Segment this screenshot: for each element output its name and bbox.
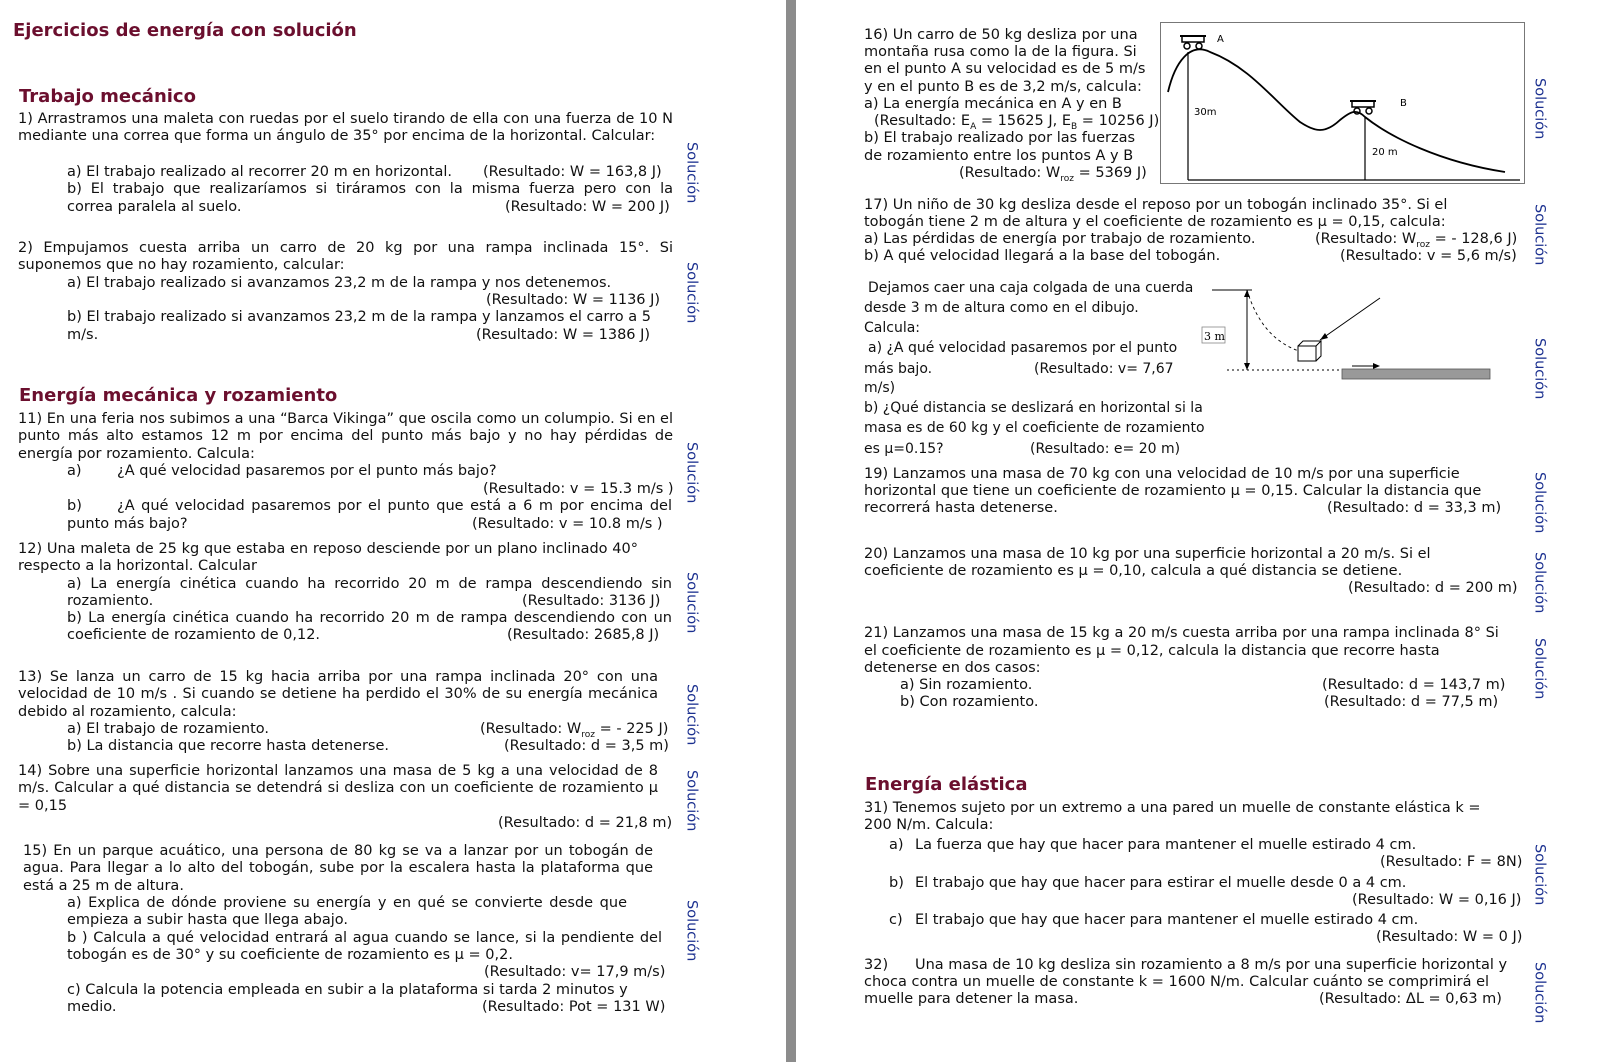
exercise-15-c: c) Calcula la potencia empleada en subir a la plataforma si tarda 2 minutos y (67, 982, 628, 998)
exercise-17-a-result: (Resultado: $W_{roz}$ = - 128,6 J) (1315, 231, 1518, 250)
exercise-2-a: a) El trabajo realizado si avanzamos 23,2 m de la rampa y nos detenemos. (67, 275, 612, 291)
exercise-21-a: a) Sin rozamiento. (900, 677, 1033, 693)
exercise-18-line6: m/s) (864, 380, 896, 396)
exercise-18-line7: b) ¿Qué distancia se deslizará en horizontal si la (864, 400, 1203, 416)
exercise-13-statement: 13) Se lanza un carro de 15 kg hacia arriba por una rampa inclinada 20° con una velocidad de 10 m/s . Si cuando se detiene ha perdido el 30% de su energía mecánica debido al rozamiento, calcula: (18, 669, 658, 720)
exercise-21-b: b) Con rozamiento. (900, 694, 1039, 710)
exercise-17-line1: 17) Un niño de 30 kg desliza desde el reposo por un tobogán inclinado 35°. Si el (864, 197, 1448, 213)
exercise-17-line2: tobogán tiene 2 m de altura y el coeficiente de rozamiento es μ = 0,15, calcula: (864, 214, 1446, 230)
solution-link-18[interactable]: Solución (1531, 338, 1548, 400)
exercise-12-a-result: (Resultado: 3136 J) (522, 593, 661, 609)
figure-label-b: B (1400, 98, 1407, 109)
exercise-15-c-result: (Resultado: Pot = 131 W) (482, 999, 666, 1015)
exercise-17-b: b) A qué velocidad llegará a la base del tobogán. (864, 248, 1221, 264)
figure-label-a: A (1217, 34, 1224, 45)
exercise-20-line1: 20) Lanzamos una masa de 10 kg por una superficie horizontal a 20 m/s. Si el (864, 546, 1431, 562)
exercise-31-a: La fuerza que hay que hacer para mantener el muelle estirado 4 cm. (915, 837, 1417, 853)
exercise-19-line3: recorrerá hasta detenerse. (864, 500, 1058, 516)
solution-link-17[interactable]: Solución (1531, 204, 1548, 266)
exercise-12-b-line2: coeficiente de rozamiento de 0,12. (67, 627, 321, 643)
right-page (796, 0, 1600, 1062)
exercise-31-line1: 31) Tenemos sujeto por un extremo a una pared un muelle de constante elástica k = (864, 800, 1481, 816)
exercise-18-line8: masa es de 60 kg y el coeficiente de rozamiento (864, 420, 1205, 436)
solution-link-2[interactable]: Solución (683, 262, 700, 324)
exercise-18-line3: Calcula: (864, 320, 920, 336)
exercise-11-b-result: (Resultado: v = 10.8 m/s ) (472, 516, 663, 532)
exercise-13-a-result: (Resultado: $W_{roz}$ = - 225 J) (480, 721, 669, 740)
hanging-box-figure (1202, 280, 1502, 385)
solution-link-20[interactable]: Solución (1531, 552, 1548, 614)
section-heading-elastica: Energía elástica (865, 774, 1028, 795)
exercise-1-b: b) El trabajo que realizaríamos si tiráramos con la misma fuerza pero con la (67, 181, 673, 197)
exercise-32-result: (Resultado: ΔL = 0,63 m) (1319, 991, 1502, 1007)
exercise-31-b: El trabajo que hay que hacer para estirar el muelle desde 0 a 4 cm. (915, 875, 1407, 891)
solution-link-16[interactable]: Solución (1531, 78, 1548, 140)
exercise-17-a: a) Las pérdidas de energía por trabajo de rozamiento. (864, 231, 1256, 247)
section-heading-trabajo: Trabajo mecánico (19, 86, 196, 107)
solution-link-1[interactable]: Solución (683, 142, 700, 204)
exercise-14-result: (Resultado: d = 21,8 m) (498, 815, 673, 831)
exercise-16-a-result: (Resultado: $E_A = 15625$ J, $E_B = 10256$ J) (874, 113, 1160, 132)
solution-link-19[interactable]: Solución (1531, 472, 1548, 534)
exercise-18-a-result: (Resultado: v= 7,67 (1034, 361, 1174, 377)
figure-height-label: 30m (1194, 107, 1217, 118)
document-title: Ejercicios de energía con solución (13, 20, 357, 41)
exercise-15-a: a) Explica de dónde proviene su energía y en qué se convierte desde que empieza a subir hasta que llega abajo. (67, 895, 627, 929)
exercise-18-line1: Dejamos caer una caja colgada de una cuerda (868, 280, 1194, 296)
exercise-21-line3: detenerse en dos casos: (864, 660, 1041, 676)
exercise-2-statement: 2) Empujamos cuesta arriba un carro de 20 kg por una rampa inclinada 15°. Si suponemos que no hay rozamiento, calcular: (18, 240, 673, 274)
exercise-11-b-label: b) (67, 498, 82, 514)
exercise-31-a-label: a) (889, 837, 904, 853)
exercise-16-b-line2: de rozamiento entre los puntos A y B (864, 148, 1134, 164)
exercise-1-statement: 1) Arrastramos una maleta con ruedas por el suelo tirando de ella con una fuerza de 10 N mediante una correa que forma un ángulo de 35° por encima de la horizontal. Calcular: (18, 111, 673, 145)
solution-link-13[interactable]: Solución (683, 684, 700, 746)
exercise-15-b: b ) Calcula a qué velocidad entrará al agua cuando se lance, si la pendiente del tobogán es de 30° y su coeficiente de rozamiento es μ = 0,2. (67, 930, 662, 964)
exercise-31-c: El trabajo que hay que hacer para mantener el muelle estirado 4 cm. (915, 912, 1419, 928)
exercise-21-a-result: (Resultado: d = 143,7 m) (1322, 677, 1506, 693)
exercise-2-b-result: (Resultado: W = 1386 J) (476, 327, 651, 343)
exercise-32-line3: muelle para detener la masa. (864, 991, 1079, 1007)
solution-link-14[interactable]: Solución (683, 770, 700, 832)
exercise-21-b-result: (Resultado: d = 77,5 m) (1324, 694, 1499, 710)
figure-distance-label: 20 m (1372, 147, 1398, 158)
exercise-16-line3: en el punto A su velocidad es de 5 m/s (864, 61, 1146, 77)
solution-link-32[interactable]: Solución (1531, 962, 1548, 1024)
exercise-12-b-result: (Resultado: 2685,8 J) (507, 627, 660, 643)
roller-coaster-figure (1160, 22, 1526, 187)
exercise-11-statement: 11) En una feria nos subimos a una “Barca Vikinga” que oscila como un columpio. Si en el punto más alto estamos 12 m por encima del punto más bajo y no hay pérdidas de energía por rozamiento. Calcula: (18, 411, 673, 462)
exercise-1-b-result: (Resultado: W = 200 J) (505, 199, 670, 215)
exercise-18-line2: desde 3 m de altura como en el dibujo. (864, 300, 1139, 316)
exercise-13-a: a) El trabajo de rozamiento. (67, 721, 270, 737)
exercise-20-line2: coeficiente de rozamiento es μ = 0,10, calcula a qué distancia se detiene. (864, 563, 1403, 579)
exercise-11-a-result: (Resultado: v = 15.3 m/s ) (483, 481, 674, 497)
exercise-32-number: 32) (864, 957, 889, 973)
exercise-32-line1: Una masa de 10 kg desliza sin rozamiento a 8 m/s por una superficie horizontal y (915, 957, 1508, 973)
exercise-12-a: a) La energía cinética cuando ha recorrido 20 m de rampa descendiendo sin (67, 576, 672, 592)
exercise-16-b-result: (Resultado: $W_{roz} = 5369$ J) (959, 165, 1147, 184)
solution-link-12[interactable]: Solución (683, 572, 700, 634)
exercise-2-b: b) El trabajo realizado si avanzamos 23,2 m de la rampa y lanzamos el carro a 5 (67, 309, 651, 325)
exercise-15-statement: 15) En un parque acuático, una persona de 80 kg se va a lanzar por un tobogán de agua. Para llegar a lo alto del tobogán, sube por la escalera hasta la plataforma que está a 25 m de altura. (23, 843, 653, 894)
exercise-31-b-label: b) (889, 875, 904, 891)
exercise-16-line4: y en el punto B es de 3,2 m/s, calcula: (864, 79, 1142, 95)
exercise-18-line4: a) ¿A qué velocidad pasaremos por el punto (868, 340, 1178, 356)
exercise-16-a: a) La energía mecánica en A y en B (864, 96, 1122, 112)
page-separator (786, 0, 796, 1062)
exercise-14-statement: 14) Sobre una superficie horizontal lanzamos una masa de 5 kg a una velocidad de 8 m/s. Calcular a qué distancia se detendrá si desliza con un coeficiente de rozamiento μ = 0,15 (18, 763, 658, 814)
exercise-19-line1: 19) Lanzamos una masa de 70 kg con una velocidad de 10 m/s por una superficie (864, 466, 1460, 482)
exercise-31-c-result: (Resultado: W = 0 J) (1376, 929, 1523, 945)
figure-3m-label: 3 m (1204, 330, 1225, 343)
exercise-20-result: (Resultado: d = 200 m) (1348, 580, 1518, 596)
exercise-19-line2: horizontal que tiene un coeficiente de rozamiento μ = 0,15. Calcular la distancia que (864, 483, 1482, 499)
exercise-18-line9: es μ=0.15? (864, 441, 944, 457)
exercise-17-b-result: (Resultado: v = 5,6 m/s) (1340, 248, 1517, 264)
left-page (0, 0, 786, 1062)
exercise-12-b: b) La energía cinética cuando ha recorrido 20 m de rampa descendiendo con un (67, 610, 672, 626)
exercise-2-a-result: (Resultado: W = 1136 J) (486, 292, 661, 308)
exercise-13-b-result: (Resultado: d = 3,5 m) (504, 738, 669, 754)
exercise-11-b-line2: punto más bajo? (67, 516, 188, 532)
exercise-13-b: b) La distancia que recorre hasta detenerse. (67, 738, 389, 754)
solution-link-15[interactable]: Solución (683, 900, 700, 962)
exercise-1-a: a) El trabajo realizado al recorrer 20 m en horizontal. (67, 164, 452, 180)
exercise-31-c-label: c) (889, 912, 903, 928)
exercise-15-c-line2: medio. (67, 999, 117, 1015)
exercise-16-line2: montaña rusa como la de la figura. Si (864, 44, 1137, 60)
exercise-31-b-result: (Resultado: W = 0,16 J) (1352, 892, 1522, 908)
section-heading-mecanica: Energía mecánica y rozamiento (19, 385, 338, 406)
exercise-18-line5: más bajo. (864, 361, 933, 377)
exercise-21-line1: 21) Lanzamos una masa de 15 kg a 20 m/s cuesta arriba por una rampa inclinada 8° Si (864, 625, 1499, 641)
exercise-11-a-label: a) (67, 463, 82, 479)
exercise-32-line2: choca contra un muelle de constante k = 1600 N/m. Calcular cuánto se comprimirá el (864, 974, 1490, 990)
exercise-12-statement: 12) Una maleta de 25 kg que estaba en reposo desciende por un plano inclinado 40° respecto a la horizontal. Calcular (18, 541, 638, 575)
exercise-11-a: ¿A qué velocidad pasaremos por el punto más bajo? (117, 463, 497, 479)
exercise-2-b-line2: m/s. (67, 327, 99, 343)
exercise-21-line2: el coeficiente de rozamiento es μ = 0,12, calcula la distancia que recorre hasta (864, 643, 1440, 659)
exercise-11-b: ¿A qué velocidad pasaremos por el punto que está a 6 m por encima del (117, 498, 672, 514)
exercise-16-b: b) El trabajo realizado por las fuerzas (864, 130, 1136, 146)
exercise-31-line2: 200 N/m. Calcula: (864, 817, 994, 833)
solution-link-11[interactable]: Solución (683, 442, 700, 504)
exercise-15-b-result: (Resultado: v= 17,9 m/s) (484, 964, 666, 980)
exercise-18-b-result: (Resultado: e= 20 m) (1030, 441, 1181, 457)
exercise-1-b-line2: correa paralela al suelo. (67, 199, 242, 215)
exercise-1-a-result: (Resultado: W = 163,8 J) (483, 164, 662, 180)
solution-link-21[interactable]: Solución (1531, 638, 1548, 700)
exercise-16-line1: 16) Un carro de 50 kg desliza por una (864, 27, 1138, 43)
exercise-31-a-result: (Resultado: F = 8N) (1380, 854, 1523, 870)
exercise-19-result: (Resultado: d = 33,3 m) (1327, 500, 1502, 516)
box-icon (1298, 341, 1321, 361)
exercise-12-a-line2: rozamiento. (67, 593, 154, 609)
solution-link-31[interactable]: Solución (1531, 844, 1548, 906)
